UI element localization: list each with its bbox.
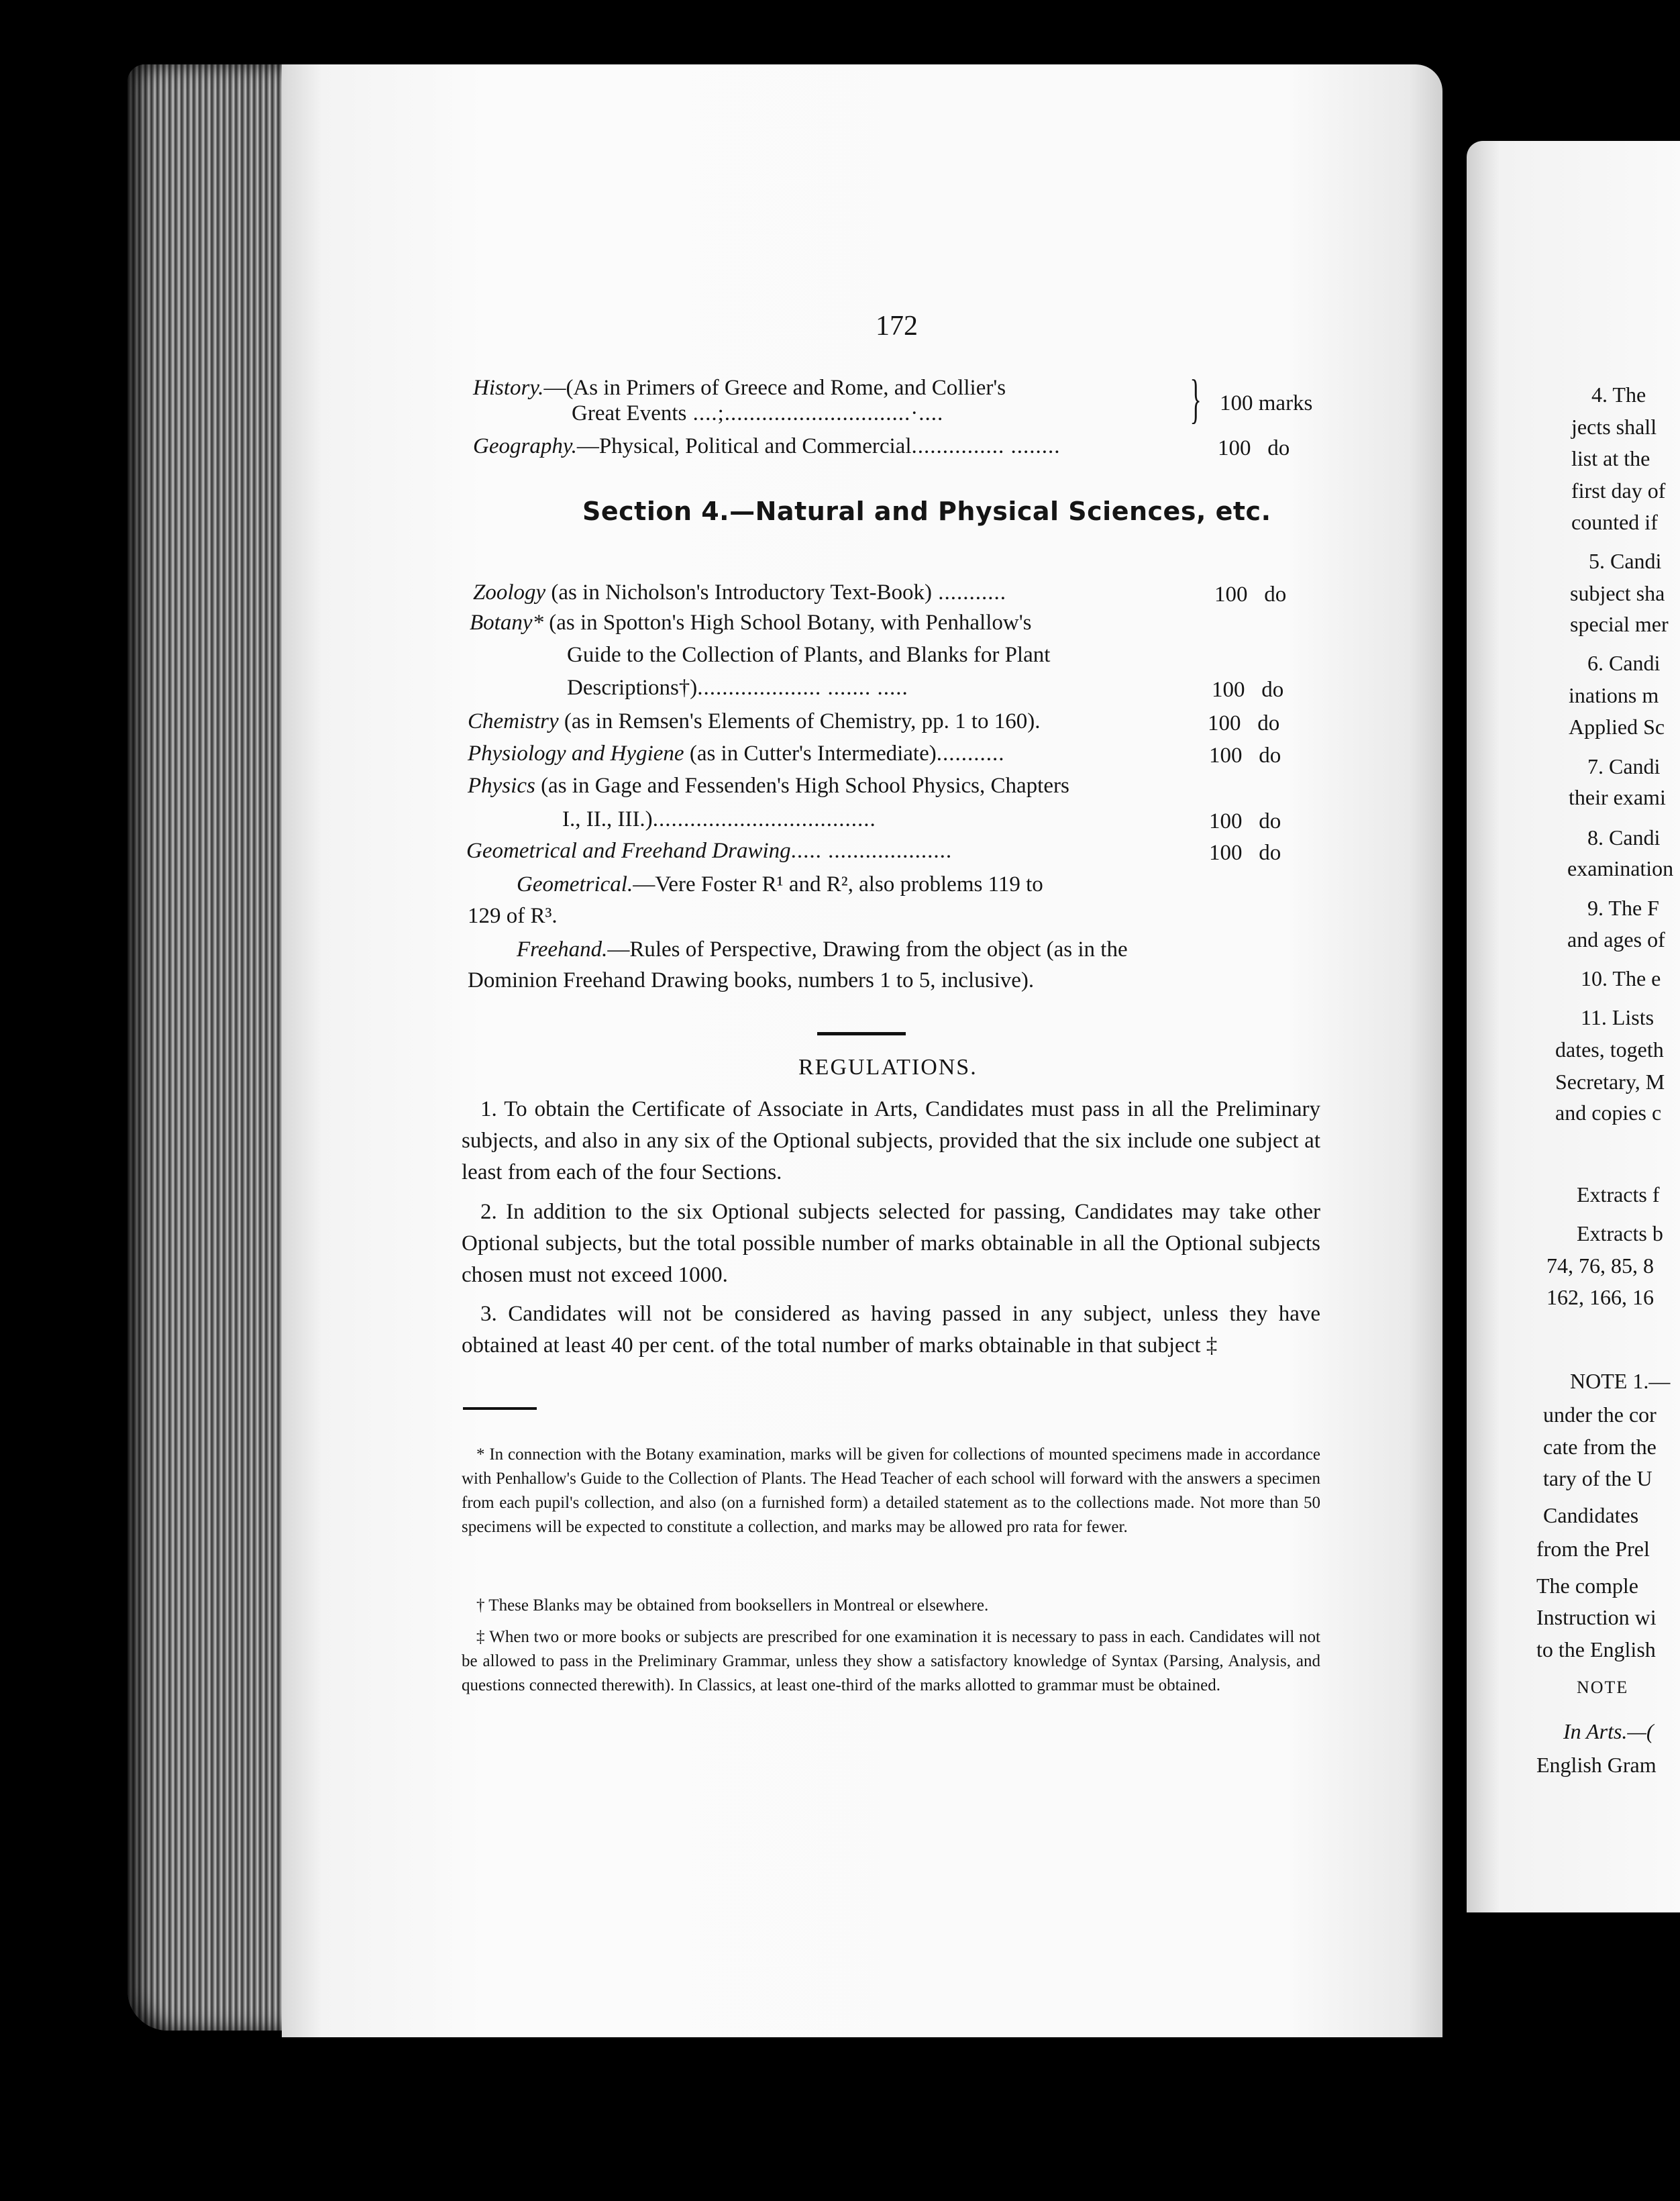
- fragment: jects shall: [1571, 415, 1657, 439]
- history-line-2: Great Events ....;..............................·....: [572, 401, 944, 425]
- physics-text-1: (as in Gage and Fessenden's High School Physics, Chapters: [541, 774, 1069, 798]
- history-brace: }: [1190, 370, 1202, 429]
- freehand-line-1: [517, 934, 1128, 965]
- regulation-2: 2. In addition to the six Optional subjects selected for passing, Candidates may take other Optional subjects, but the total possible number of marks obtainable in all the Optional subjects chosen must not exceed 1000.: [462, 1200, 1320, 1287]
- fragment: Secretary, M: [1555, 1070, 1665, 1094]
- physics-line-2: I., II., III.)....................................: [562, 807, 876, 831]
- fragment: 74, 76, 85, 8: [1546, 1253, 1654, 1278]
- physics-marks: 100 do: [1209, 809, 1281, 833]
- botany-marks: 100 do: [1212, 678, 1284, 702]
- fragment: 162, 166, 16: [1546, 1285, 1654, 1309]
- fragment: Instruction wi: [1536, 1605, 1657, 1629]
- fragment: tary of the U: [1543, 1466, 1652, 1490]
- fragment: inations m: [1569, 683, 1659, 707]
- fragment: special mer: [1570, 612, 1669, 636]
- history-label: History.: [473, 376, 544, 400]
- botany-text-1: (as in Spotton's High School Botany, with Penhallow's: [549, 611, 1032, 635]
- fragment: dates, togeth: [1555, 1037, 1664, 1062]
- chemistry-marks: 100 do: [1208, 711, 1280, 735]
- freehand-line-2: Dominion Freehand Drawing books, numbers 1 to 5, inclusive).: [468, 968, 1035, 992]
- fragment: Candidates: [1543, 1503, 1639, 1527]
- section-divider: [817, 1032, 906, 1035]
- drawing-line: Geometrical and Freehand Drawing..... ....................: [466, 839, 953, 863]
- history-text-1: —(As in Primers of Greece and Rome, and Collier's: [543, 376, 1006, 400]
- fragment: English Gram: [1536, 1753, 1657, 1777]
- chemistry-label: Chemistry: [468, 709, 559, 733]
- fragment: 5. Candi: [1589, 549, 1662, 573]
- fragment: subject sha: [1570, 581, 1665, 605]
- geography-label: Geography.: [473, 434, 577, 458]
- botany-text-3: Descriptions†): [567, 676, 698, 700]
- fragment: Extracts f: [1577, 1182, 1660, 1207]
- fragment: 4. The: [1591, 382, 1646, 407]
- fragment: 7. Candi: [1587, 754, 1661, 778]
- drawing-marks: 100 do: [1209, 841, 1281, 865]
- fragment: first day of: [1571, 478, 1666, 503]
- geometrical-line-2: 129 of R³.: [468, 904, 558, 928]
- section-4-heading: Section 4.—Natural and Physical Sciences, etc.: [582, 497, 1271, 526]
- geometrical-label: Geometrical.: [517, 872, 633, 897]
- fragment: and copies c: [1555, 1100, 1662, 1125]
- freehand-text-1: —Rules of Perspective, Drawing from the object (as in the: [607, 937, 1128, 962]
- drawing-label: Geometrical and Freehand Drawing: [466, 839, 791, 863]
- footnote-blanks: † These Blanks may be obtained from booksellers in Montreal or elsewhere.: [476, 1596, 989, 1615]
- fragment: NOTE 1.—: [1570, 1369, 1671, 1393]
- fragment: under the cor: [1543, 1402, 1657, 1427]
- physiology-label: Physiology and Hygiene: [468, 741, 684, 766]
- botany-label: Botany*: [470, 611, 543, 635]
- fragment: 8. Candi: [1587, 825, 1661, 850]
- physics-line-1: [468, 770, 1069, 801]
- geography-text: —Physical, Political and Commercial: [576, 434, 912, 458]
- fragment: 6. Candi: [1587, 651, 1661, 675]
- fragment: 11. Lists: [1581, 1005, 1655, 1029]
- physiology-text: (as in Cutter's Intermediate): [689, 741, 937, 766]
- fragment: 9. The F: [1587, 896, 1659, 920]
- history-text-2: Great Events: [572, 401, 687, 425]
- geography-marks: 100 do: [1218, 436, 1290, 460]
- fragment: Extracts b: [1577, 1221, 1663, 1245]
- zoology-label: Zoology: [473, 580, 546, 605]
- zoology-text: (as in Nicholson's Introductory Text-Book): [551, 580, 933, 605]
- chemistry-text: (as in Remsen's Elements of Chemistry, pp. 1 to 160).: [564, 709, 1041, 733]
- fragment: Applied Sc: [1569, 715, 1665, 739]
- botany-line-1: [470, 607, 1031, 638]
- fragment: to the English: [1536, 1637, 1656, 1661]
- freehand-label: Freehand.: [517, 937, 608, 962]
- fragment: NOTE: [1577, 1678, 1629, 1697]
- chemistry-line: [468, 706, 1040, 737]
- footnote-books: ‡ When two or more books or subjects are prescribed for one examination it is necessary to pass in each. Candidates will not be allowed to pass in the Preliminary Grammar, unless they show a satisfactory knowledge of Syntax (Parsing, Analysis, and questions connected therewith). In Classics, at least one-third of the marks allotted to grammar must be obtained.: [462, 1628, 1320, 1694]
- fragment: list at the: [1571, 446, 1650, 470]
- physiology-line: Physiology and Hygiene (as in Cutter's Intermediate)...........: [468, 741, 1005, 766]
- botany-line-2: Guide to the Collection of Plants, and Blanks for Plant: [567, 643, 1051, 667]
- left-page: [282, 64, 1442, 2037]
- botany-line-3: Descriptions†).................... ....... .....: [567, 676, 908, 700]
- zoology-marks: 100 do: [1214, 582, 1287, 607]
- fragment: In Arts.—(: [1563, 1719, 1654, 1743]
- physics-text-2: I., II., III.): [562, 807, 653, 831]
- fragment: their exami: [1569, 785, 1666, 809]
- fragment: cate from the: [1543, 1435, 1657, 1459]
- fragment: examination: [1567, 856, 1674, 880]
- fragment: The comple: [1536, 1574, 1638, 1598]
- geometrical-text-1: —Vere Foster R¹ and R², also problems 119 to: [633, 872, 1043, 897]
- fragment: counted if: [1571, 510, 1658, 534]
- fragment: from the Prel: [1536, 1537, 1650, 1561]
- physiology-marks: 100 do: [1209, 744, 1281, 768]
- page-edges: [127, 64, 288, 2031]
- geometrical-line-1: [517, 869, 1043, 900]
- fragment: 10. The e: [1581, 966, 1661, 990]
- history-marks: 100 marks: [1220, 391, 1313, 415]
- fragment: and ages of: [1567, 927, 1665, 952]
- page-number: 172: [876, 311, 918, 342]
- footnote-botany: * In connection with the Botany examination, marks will be given for collections of mounted specimens made in accordance with Penhallow's Guide to the Collection of Plants. The Head Teacher of each school will forward with the answers a specimen from each pupil's collection, and also (on a furnished form) a detailed statement as to the collections made. Not more than 50 specimens will be expected to constitute a collection, and marks may be allowed pro rata for fewer.: [462, 1445, 1320, 1536]
- footnote-rule: [463, 1407, 537, 1410]
- geography-line: Geography.—Physical, Political and Commercial............... ........: [473, 434, 1061, 458]
- regulation-3: 3. Candidates will not be considered as having passed in any subject, unless they have obtained at least 40 per cent. of the total number of marks obtainable in that subject ‡: [462, 1302, 1320, 1358]
- regulations-heading: REGULATIONS.: [798, 1055, 978, 1080]
- regulation-1: 1. To obtain the Certificate of Associate in Arts, Candidates must pass in all the Preliminary subjects, and also in any six of the Optional subjects, provided that the six include one subject at least from each of the four Sections.: [462, 1097, 1320, 1184]
- zoology-line: Zoology (as in Nicholson's Introductory Text-Book) ...........: [473, 580, 1007, 605]
- physics-label: Physics: [468, 774, 535, 798]
